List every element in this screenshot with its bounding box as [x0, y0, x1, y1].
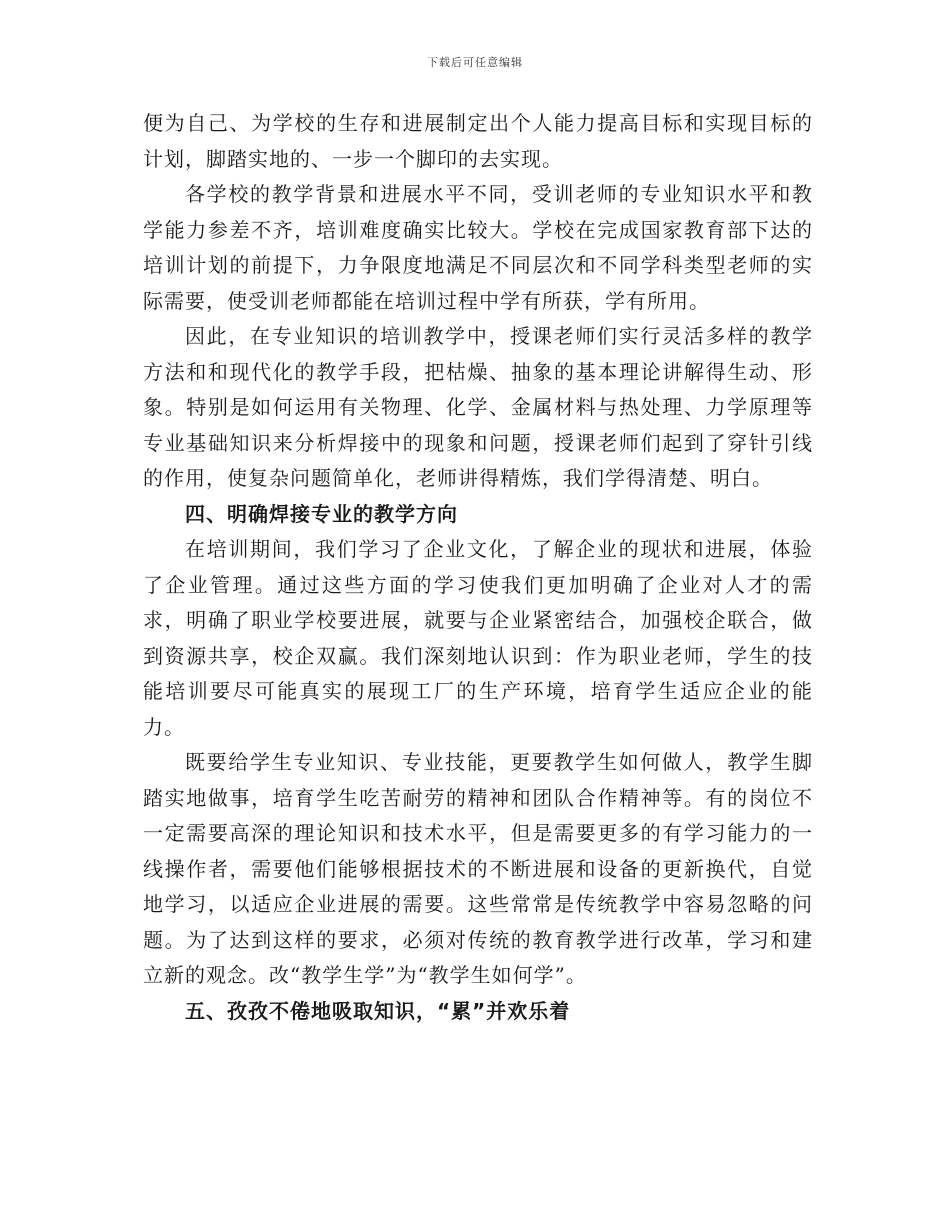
paragraph-teaching-methods: 因此，在专业知识的培训教学中，授课老师们实行灵活多样的教学方法和和现代化的教学手段，把枯燥、抽象的基本理论讲解得生动、形象。特别是如何运用有关物理、化学、金属材料与热处理、力学原理等专业基础知识来分析焊接中的现象和问题，授课老师们起到了穿针引线的作用，使复杂问题简单化，老师讲得精炼，我们学得清楚、明白。	[143, 324, 813, 490]
page-header: 下载后可任意编辑	[427, 56, 523, 69]
section-heading-4: 四、明确焊接专业的教学方向	[185, 501, 458, 526]
document-body	[143, 106, 813, 1029]
paragraph-continuation: 便为自己、为学校的生存和进展制定出个人能力提高目标和实现目标的计划，脚踏实地的、一步一个脚印的去实现。	[143, 111, 813, 171]
paragraph-training-difficulty: 各学校的教学背景和进展水平不同，受训老师的专业知识水平和教学能力参差不齐，培训难度确实比较大。学校在完成国家教育部下达的培训计划的前提下，力争限度地满足不同层次和不同学科类型老师的实际需要，使受训老师都能在培训过程中学有所获，学有所用。	[143, 182, 813, 313]
paragraph-student-development: 既要给学生专业知识、专业技能，更要教学生如何做人，教学生脚踏实地做事，培育学生吃苦耐劳的精神和团队合作精神等。有的岗位不一定需要高深的理论知识和技术水平，但是需要更多的有学习能力的一线操作者，需要他们能够根据技术的不断进展和设备的更新换代，自觉地学习，以适应企业进展的需要。这些常常是传统教学中容易忽略的问题。为了达到这样的要求，必须对传统的教育教学进行改革，学习和建立新的观念。改“教学生学”为“教学生如何学”。	[143, 750, 813, 987]
paragraph-enterprise-culture: 在培训期间，我们学习了企业文化，了解企业的现状和进展，体验了企业管理。通过这些方面的学习使我们更加明确了企业对人才的需求，明确了职业学校要进展，就要与企业紧密结合，加强校企联合，做到资源共享，校企双赢。我们深刻地认识到：作为职业老师，学生的技能培训要尽可能真实的展现工厂的生产环境，培育学生适应企业的能力。	[143, 537, 813, 739]
section-heading-5: 五、孜孜不倦地吸取知识，“累”并欢乐着	[185, 998, 571, 1023]
